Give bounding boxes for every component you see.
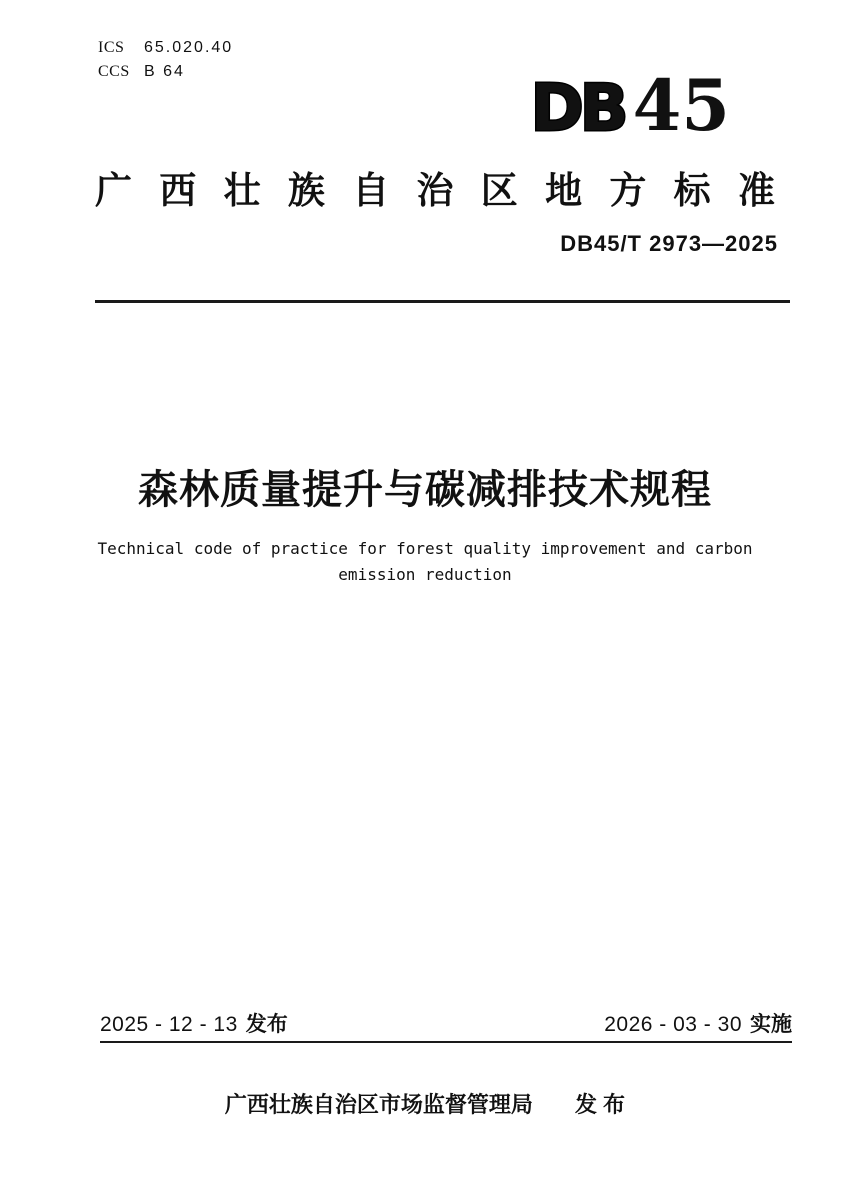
header-divider-line	[95, 300, 790, 303]
document-title-english: Technical code of practice for forest quality improvement and carbon emission reduction	[97, 539, 753, 584]
classification-codes	[98, 36, 233, 84]
document-title-chinese: 森林质量提升与碳减排技术规程	[138, 468, 712, 512]
issuer-footer	[0, 1088, 850, 1119]
release-date: 2025 - 12 - 13	[100, 1013, 238, 1036]
ics-code-row	[98, 36, 233, 60]
implementation-label: 实施	[750, 1013, 792, 1036]
ccs-code-row	[98, 60, 233, 84]
release-date-group	[100, 1008, 288, 1038]
standard-type-heading: 广 西 壮 族 自 治 区 地 方 标 准	[95, 170, 775, 211]
db45-logo	[531, 64, 730, 147]
release-label: 发布	[245, 1013, 288, 1036]
standard-number: DB45/T 2973—2025	[560, 231, 778, 256]
db45-logo-number: 45	[632, 64, 730, 147]
issuer-name: 广西壮族自治区市场监督管理局	[224, 1092, 533, 1117]
db45-logo-db: DB	[530, 72, 625, 146]
implementation-date-group	[604, 1008, 792, 1038]
implementation-date: 2026 - 03 - 30	[604, 1013, 742, 1036]
dates-row	[100, 1008, 792, 1038]
ics-value: 65.020.40	[144, 39, 234, 56]
footer-divider-line	[100, 1041, 792, 1043]
ccs-value: B 64	[144, 63, 185, 80]
ics-label: ICS	[98, 39, 125, 56]
issuer-action: 发 布	[574, 1092, 626, 1117]
ccs-label: CCS	[98, 63, 130, 80]
